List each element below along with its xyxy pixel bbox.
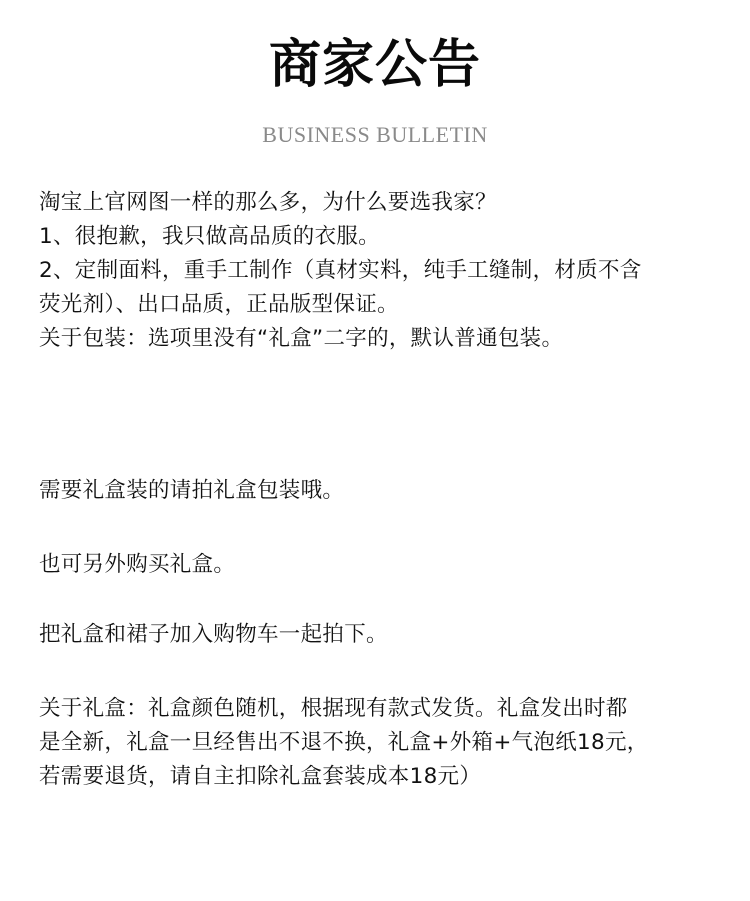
- page-subtitle: BUSINESS BULLETIN: [262, 122, 488, 147]
- gift-note-line: 把礼盒和裙子加入购物车一起拍下。: [39, 622, 388, 647]
- intro-line: 1、很抱歉，我只做高品质的衣服。: [39, 224, 380, 249]
- intro-section: [39, 186, 719, 356]
- gift-box-policy: [39, 692, 719, 794]
- intro-line: 淘宝上官网图一样的那么多，为什么要选我家？: [39, 190, 497, 215]
- gift-note-2: [39, 548, 719, 582]
- gift-note-line: 需要礼盒装的请拍礼盒包装哦。: [39, 478, 345, 503]
- policy-line: 关于礼盒：礼盒颜色随机，根据现有款式发货。礼盒发出时都: [39, 696, 628, 721]
- policy-line: 是全新，礼盒一旦经售出不退不换，礼盒+外箱+气泡纸18元，: [39, 730, 649, 755]
- page-title: 商家公告: [268, 35, 481, 95]
- intro-line: 关于包装：选项里没有“礼盒”二字的，默认普通包装。: [39, 326, 564, 351]
- gift-note-3: [39, 618, 719, 652]
- policy-line: 若需要退货，请自主扣除礼盒套装成本18元）: [39, 764, 482, 789]
- gift-note-1: [39, 474, 719, 508]
- intro-line: 荧光剂）、出口品质，正品版型保证。: [39, 292, 399, 317]
- gift-note-line: 也可另外购买礼盒。: [39, 552, 236, 577]
- intro-line: 2、定制面料，重手工制作（真材实料，纯手工缝制，材质不含: [39, 258, 642, 283]
